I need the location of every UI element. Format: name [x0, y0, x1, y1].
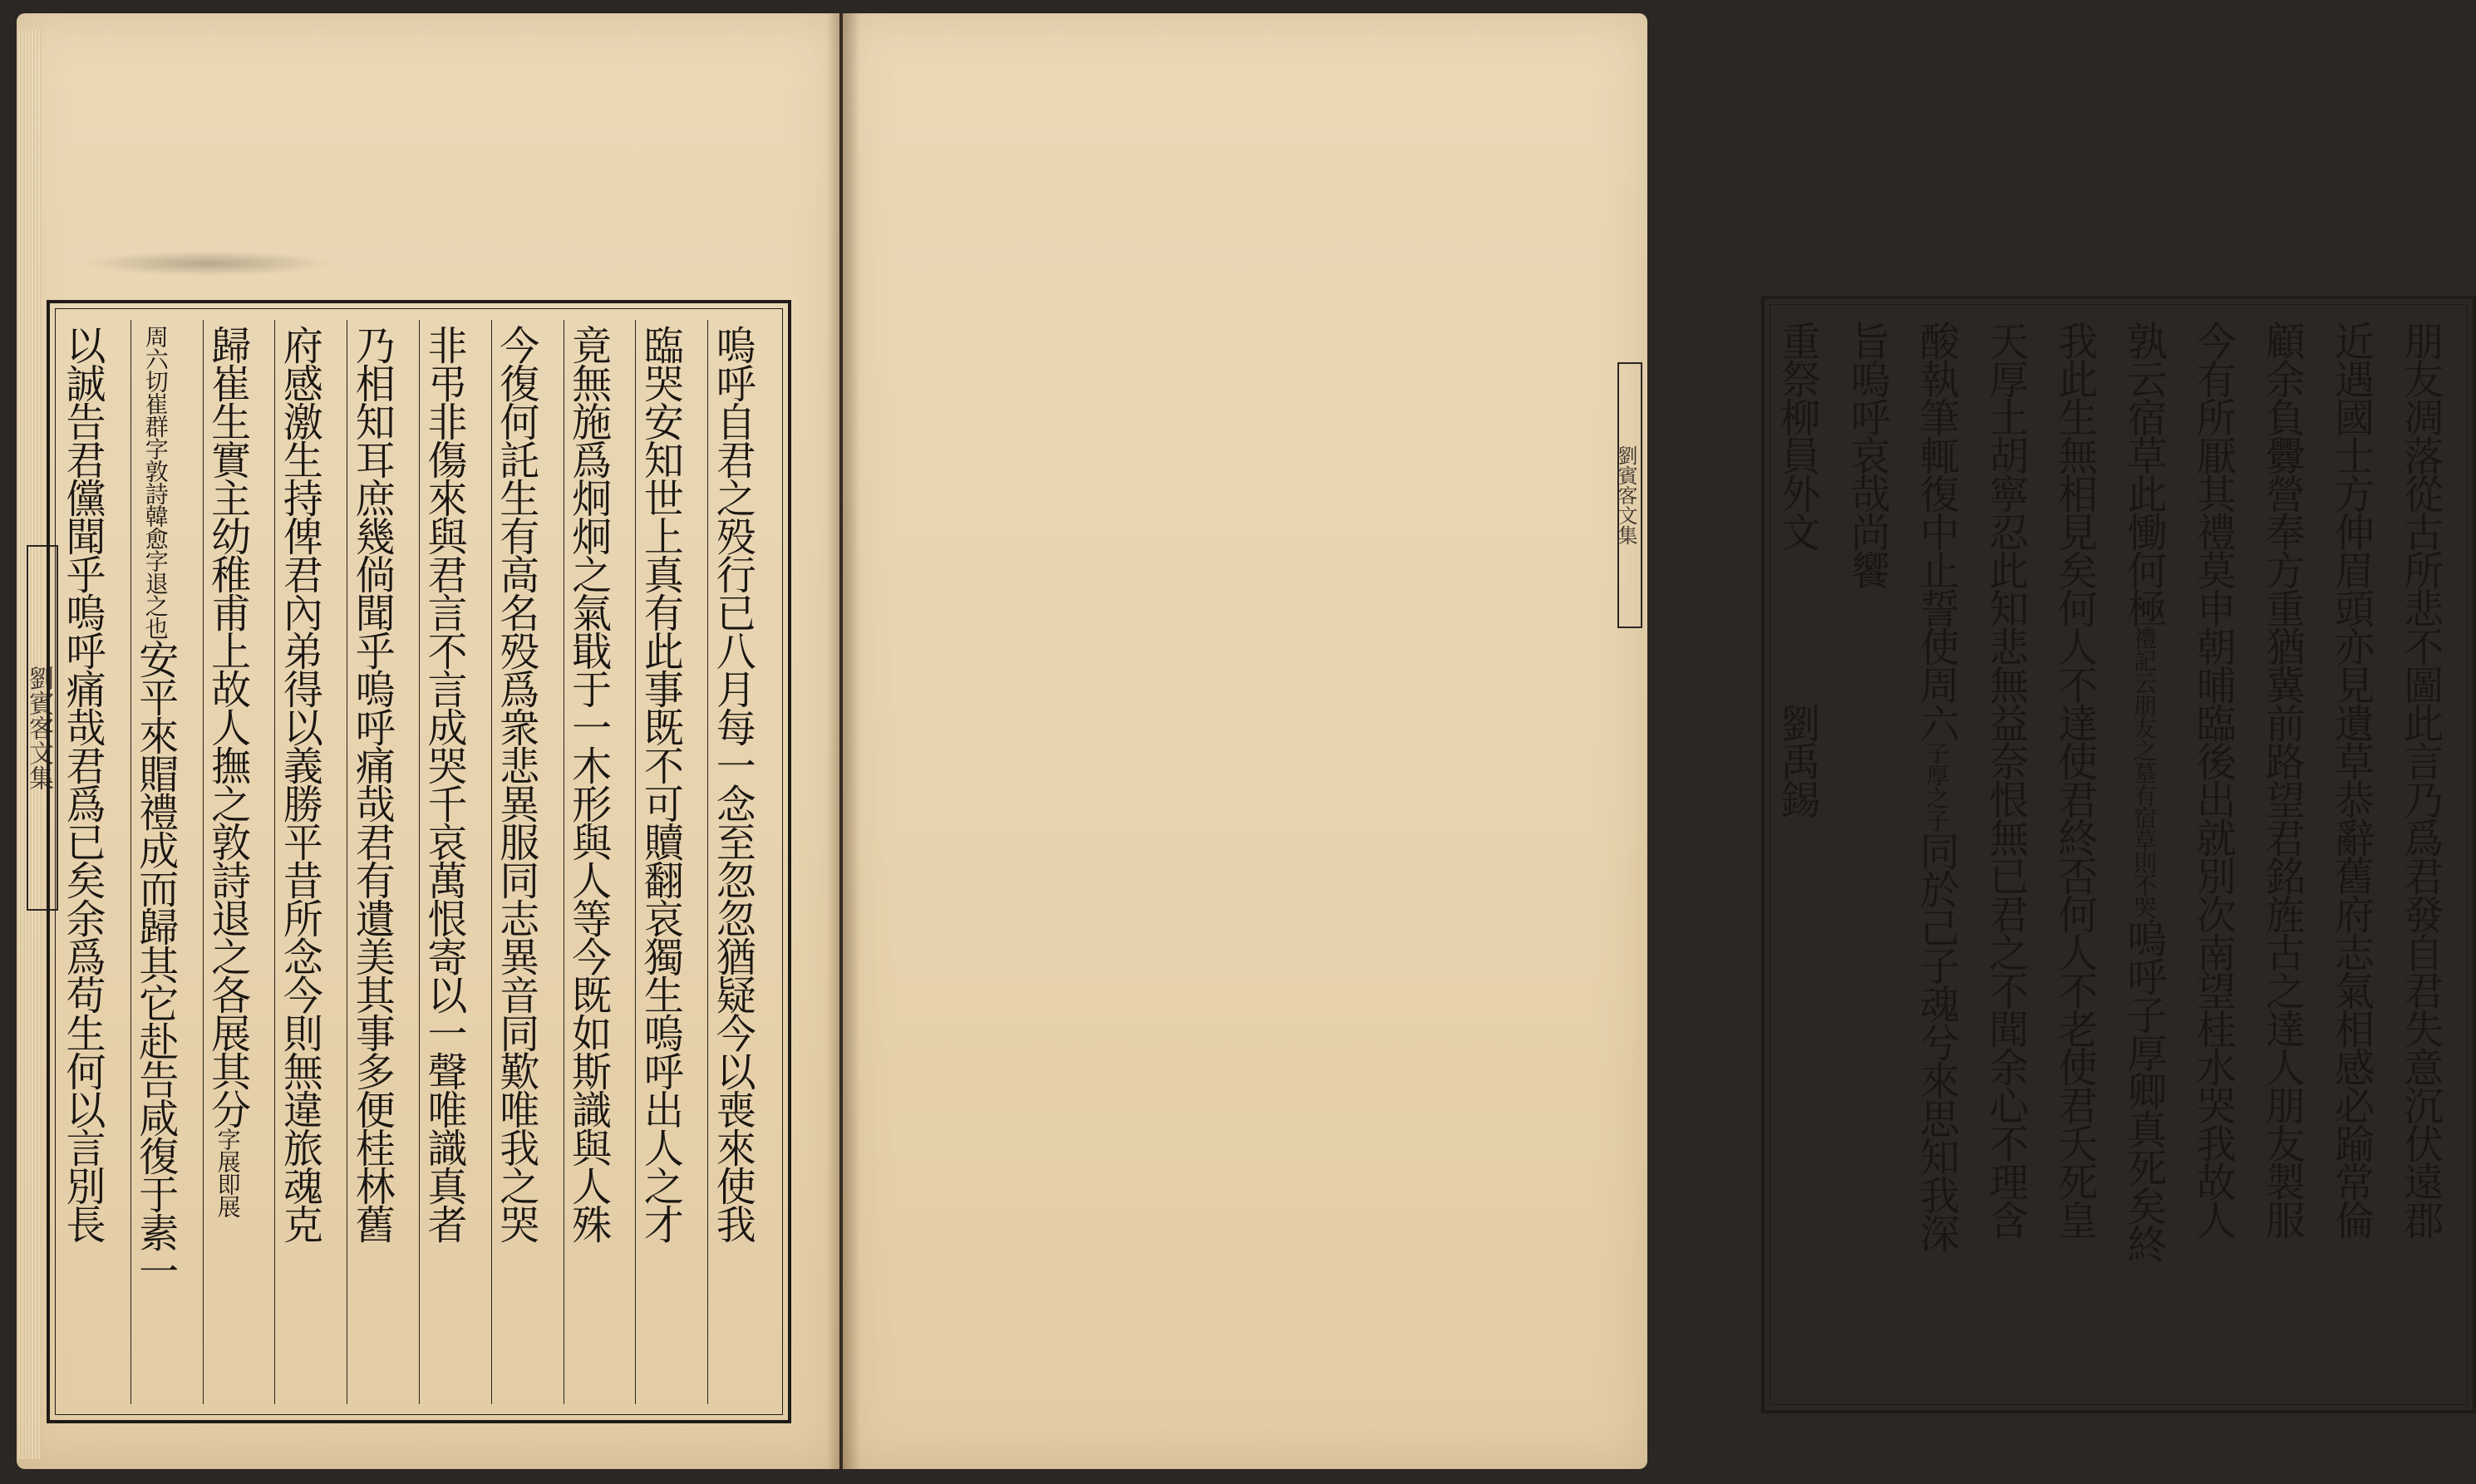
- column-text: 非弔非傷來與君言不言成哭千哀萬恨寄以一聲唯識真者: [421, 325, 467, 1242]
- text-column: [2119, 316, 2188, 1400]
- column-text: 顧余負釁營奉方重猶冀前路望君銘旌古之達人朋友製服: [2258, 321, 2306, 1238]
- text-column: [1911, 316, 1980, 1400]
- text-column: [707, 320, 780, 1404]
- right-text-frame: [1761, 296, 2476, 1413]
- text-column: [491, 320, 564, 1404]
- text-column: [2188, 316, 2257, 1400]
- column-text: 歸崔生實主幼稚甫上故人撫之敦詩退之各展其分字展即展: [204, 325, 251, 1217]
- text-column: [564, 320, 636, 1404]
- text-column: [2050, 316, 2119, 1400]
- book-spread: [17, 13, 2444, 1469]
- column-text: 乃相知耳庶幾倘聞乎嗚呼痛哉君有遺美其事多便桂林舊: [348, 325, 396, 1242]
- annotation-text: 周六切崔群字敦詩韓愈字退之也: [141, 325, 170, 639]
- text-column: [1842, 316, 1911, 1400]
- column-text: 酸執筆輒復中止誓使周六子厚之子同於己子魂兮來思知我深: [1912, 321, 1960, 1251]
- text-column: [1773, 316, 1842, 1400]
- column-text: 朋友凋落從古所悲不圖此言乃爲君發自君失意沉伏遠郡: [2396, 321, 2444, 1238]
- column-text: 近遇國士方伸眉頭亦見遺草恭辭舊府志氣相感必踰常倫: [2327, 321, 2375, 1238]
- text-column: [274, 320, 347, 1404]
- text-column: [2326, 316, 2395, 1400]
- ink-bleed: [83, 251, 332, 276]
- text-column: [203, 320, 275, 1404]
- column-text: 我此生無相見矣何人不達使君終否何人不老使君夭死皇: [2050, 321, 2098, 1238]
- text-column: [2257, 316, 2326, 1400]
- right-page: [843, 13, 2444, 1469]
- column-text: 今復何託生有高名殁爲衆悲異服同志異音同歎唯我之哭: [492, 325, 539, 1242]
- annotation-text: 子厚之子: [1922, 741, 1951, 831]
- column-text: 臨哭安知世上真有此事既不可贖翻哀獨生嗚呼出人之才: [637, 325, 684, 1242]
- margin-title: 劉賓客文集: [27, 545, 58, 911]
- text-column: [2395, 316, 2464, 1400]
- left-page: [17, 13, 839, 1469]
- column-text: 府感激生持俾君內弟得以義勝平昔所念今則無違旅魂克: [276, 325, 323, 1242]
- column-text: 孰云宿草此慟何極禮記云朋友之墓有宿草則不哭嗚呼子厚卿真死矣終: [2120, 321, 2167, 1262]
- column-text: 嗚呼自君之殁行已八月每一念至忽忽猶疑今以喪來使我: [709, 325, 756, 1242]
- annotation-text: 禮記云朋友之墓有宿草則不哭: [2130, 627, 2158, 918]
- text-column: [347, 320, 419, 1404]
- column-text: 今有所厭其禮莫申朝晡臨後出就別次南望桂水哭我故人: [2189, 321, 2237, 1238]
- column-text: 重祭柳員外文 劉禹錫: [1774, 321, 1820, 818]
- text-column: [58, 320, 130, 1404]
- column-text: 天厚土胡寧忍此知悲無益奈恨無已君之不聞余心不理含: [1981, 321, 2029, 1238]
- column-text: 以誠告君儻聞乎嗚呼痛哉君爲已矣余爲苟生何以言別長: [59, 325, 106, 1242]
- margin-title: 劉賓客文集: [1617, 362, 1642, 628]
- text-column: [635, 320, 707, 1404]
- text-column: [419, 320, 491, 1404]
- column-text: 旨嗚呼哀哉尚饗: [1843, 321, 1891, 588]
- column-text: 竟無施爲炯炯之氣戢于一木形與人等今既如斯識與人殊: [564, 325, 612, 1242]
- text-column: [130, 320, 203, 1404]
- left-text-frame: [47, 300, 791, 1423]
- text-column: [1981, 316, 2050, 1400]
- annotation-text: 字展即展: [214, 1128, 242, 1217]
- book-gutter: [827, 13, 860, 1469]
- column-text: 周六切崔群字敦詩韓愈字退之也安平來賵禮成而歸其它赴告咸復于素一: [131, 325, 179, 1289]
